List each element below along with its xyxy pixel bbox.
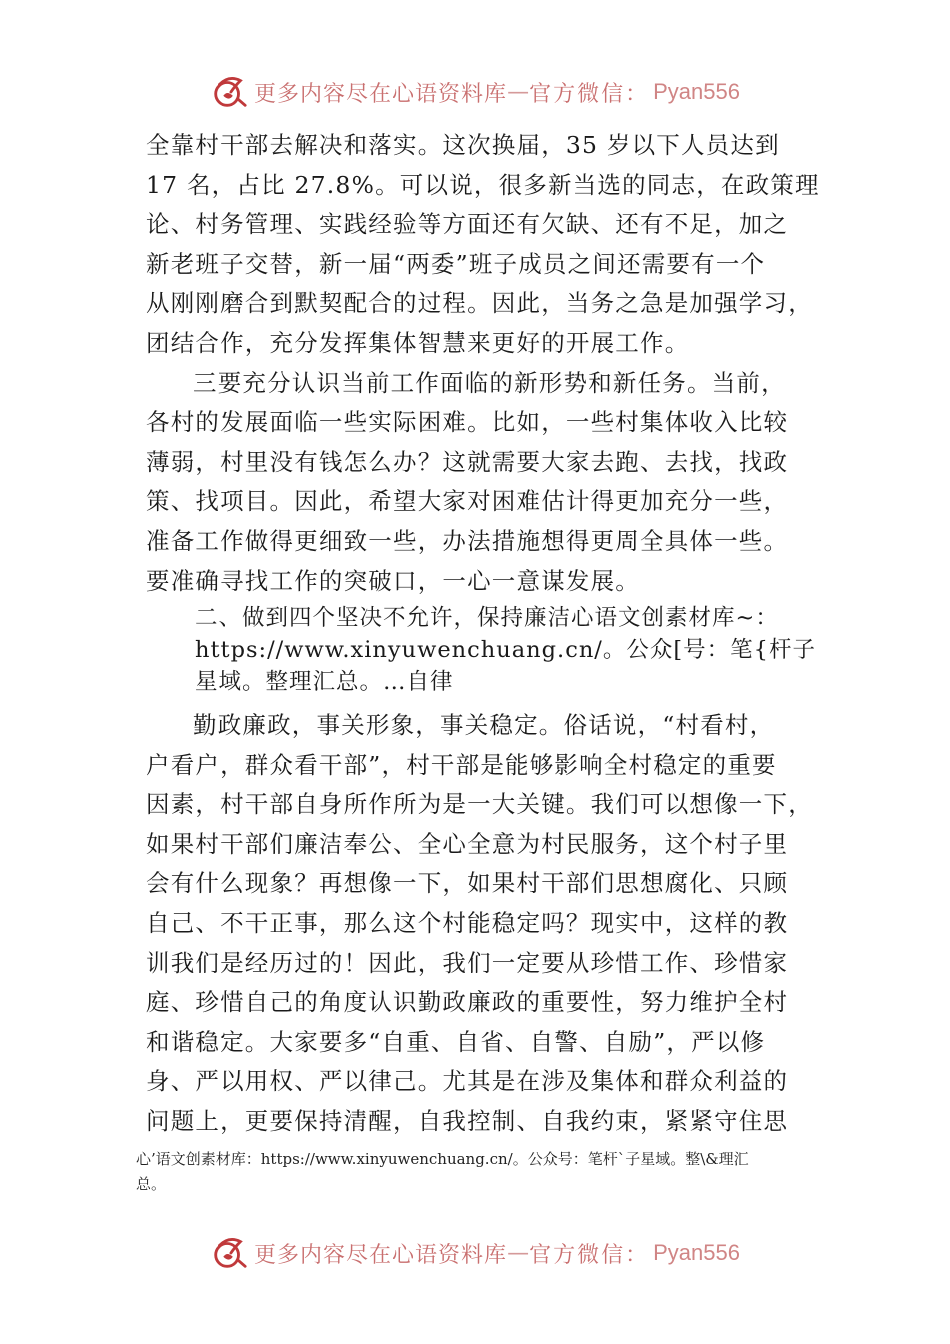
text-line: 17 名，占比 27.8%。可以说，很多新当选的同志，在政策理: [146, 170, 820, 199]
text-line: 会有什么现象？再想像一下，如果村干部们思想腐化、只顾: [146, 869, 789, 898]
body-text-block-2: [146, 706, 816, 1142]
banner-separator: —: [507, 1240, 530, 1266]
brand-logo-icon: [210, 1234, 248, 1272]
text-line: 问题上，更要保持清醒，自我控制、自我约束，紧紧守住思: [146, 1106, 789, 1135]
banner-wechat-label: 官方微信：: [529, 1242, 650, 1268]
banner-text: 更多内容尽在心语资料库: [254, 81, 508, 107]
text-line: 身、严以用权、严以律己。尤其是在涉及集体和群众利益的: [146, 1067, 789, 1096]
heading-line: 星域。整理汇总。…自律: [195, 669, 454, 695]
text-line: 勤政廉政，事关形象，事关稳定。俗话说，“村看村，: [193, 711, 775, 739]
text-line: 户看户，群众看干部”，村干部是能够影响全村稳定的重要: [146, 750, 777, 779]
heading-line: https://www.xinyuwenchuang.cn/。公众[号：笔{杆子: [195, 637, 816, 663]
text-line: 团结合作，充分发挥集体智慧来更好的开展工作。: [146, 328, 690, 357]
text-line: 因素，村干部自身所作所为是一大关键。我们可以想像一下，: [146, 790, 813, 819]
text-line: 准备工作做得更细致一些，办法措施想得更周全具体一些。: [146, 526, 789, 555]
footer-watermark-banner: [0, 1233, 950, 1273]
text-line: 自己、不干正事，那么这个村能稳定吗？现实中，这样的教: [146, 908, 789, 937]
text-line: 策、找项目。因此，希望大家对困难估计得更加充分一些，: [146, 487, 789, 516]
text-line: 薄弱，村里没有钱怎么办？这就需要大家去跑、去找，找政: [146, 447, 789, 476]
text-line: 如果村干部们廉洁奉公、全心全意为村民服务，这个村子里: [146, 829, 789, 858]
banner-text: 更多内容尽在心语资料库: [254, 1242, 508, 1268]
banner-wechat-label: 官方微信：: [529, 81, 650, 107]
text-line: 论、村务管理、实践经验等方面还有欠缺、还有不足，加之: [146, 210, 789, 239]
text-line: 新老班子交替，新一届“两委”班子成员之间还需要有一个: [146, 249, 766, 278]
text-line: 从刚刚磨合到默契配合的过程。因此，当务之急是加强学习，: [146, 289, 813, 318]
section-heading: [195, 602, 825, 698]
footnote-line: 总。: [136, 1175, 167, 1193]
text-line: 三要充分认识当前工作面临的新形势和新任务。当前，: [193, 368, 786, 397]
footnote-line: 心’语文创素材库：https://www.xinyuwenchuang.cn/。公众号：笔杆`子星域。整\&理汇: [136, 1150, 749, 1168]
text-line: 各村的发展面临一些实际困难。比如，一些村集体收入比较: [146, 408, 789, 437]
body-text-block-1: [146, 126, 820, 601]
text-line: 和谐稳定。大家要多“自重、自省、自警、自励”，严以修: [146, 1027, 766, 1056]
brand-logo-icon: [210, 73, 248, 111]
text-line: 训我们是经历过的！因此，我们一定要从珍惜工作、珍惜家: [146, 948, 789, 977]
banner-separator: —: [507, 79, 530, 105]
text-line: 庭、珍惜自己的角度认识勤政廉政的重要性，努力维护全村: [146, 988, 789, 1017]
banner-wechat-id: Pyan556: [653, 1240, 740, 1265]
heading-line: 二、做到四个坚决不允许，保持廉洁心语文创素材库~：: [195, 605, 779, 631]
text-line: 全靠村干部去解决和落实。这次换届，35 岁以下人员达到: [146, 131, 780, 159]
banner-wechat-id: Pyan556: [653, 79, 740, 104]
text-line: 要准确寻找工作的突破口，一心一意谋发展。: [146, 566, 640, 595]
footnote: [136, 1147, 826, 1197]
header-watermark-banner: [0, 72, 950, 112]
